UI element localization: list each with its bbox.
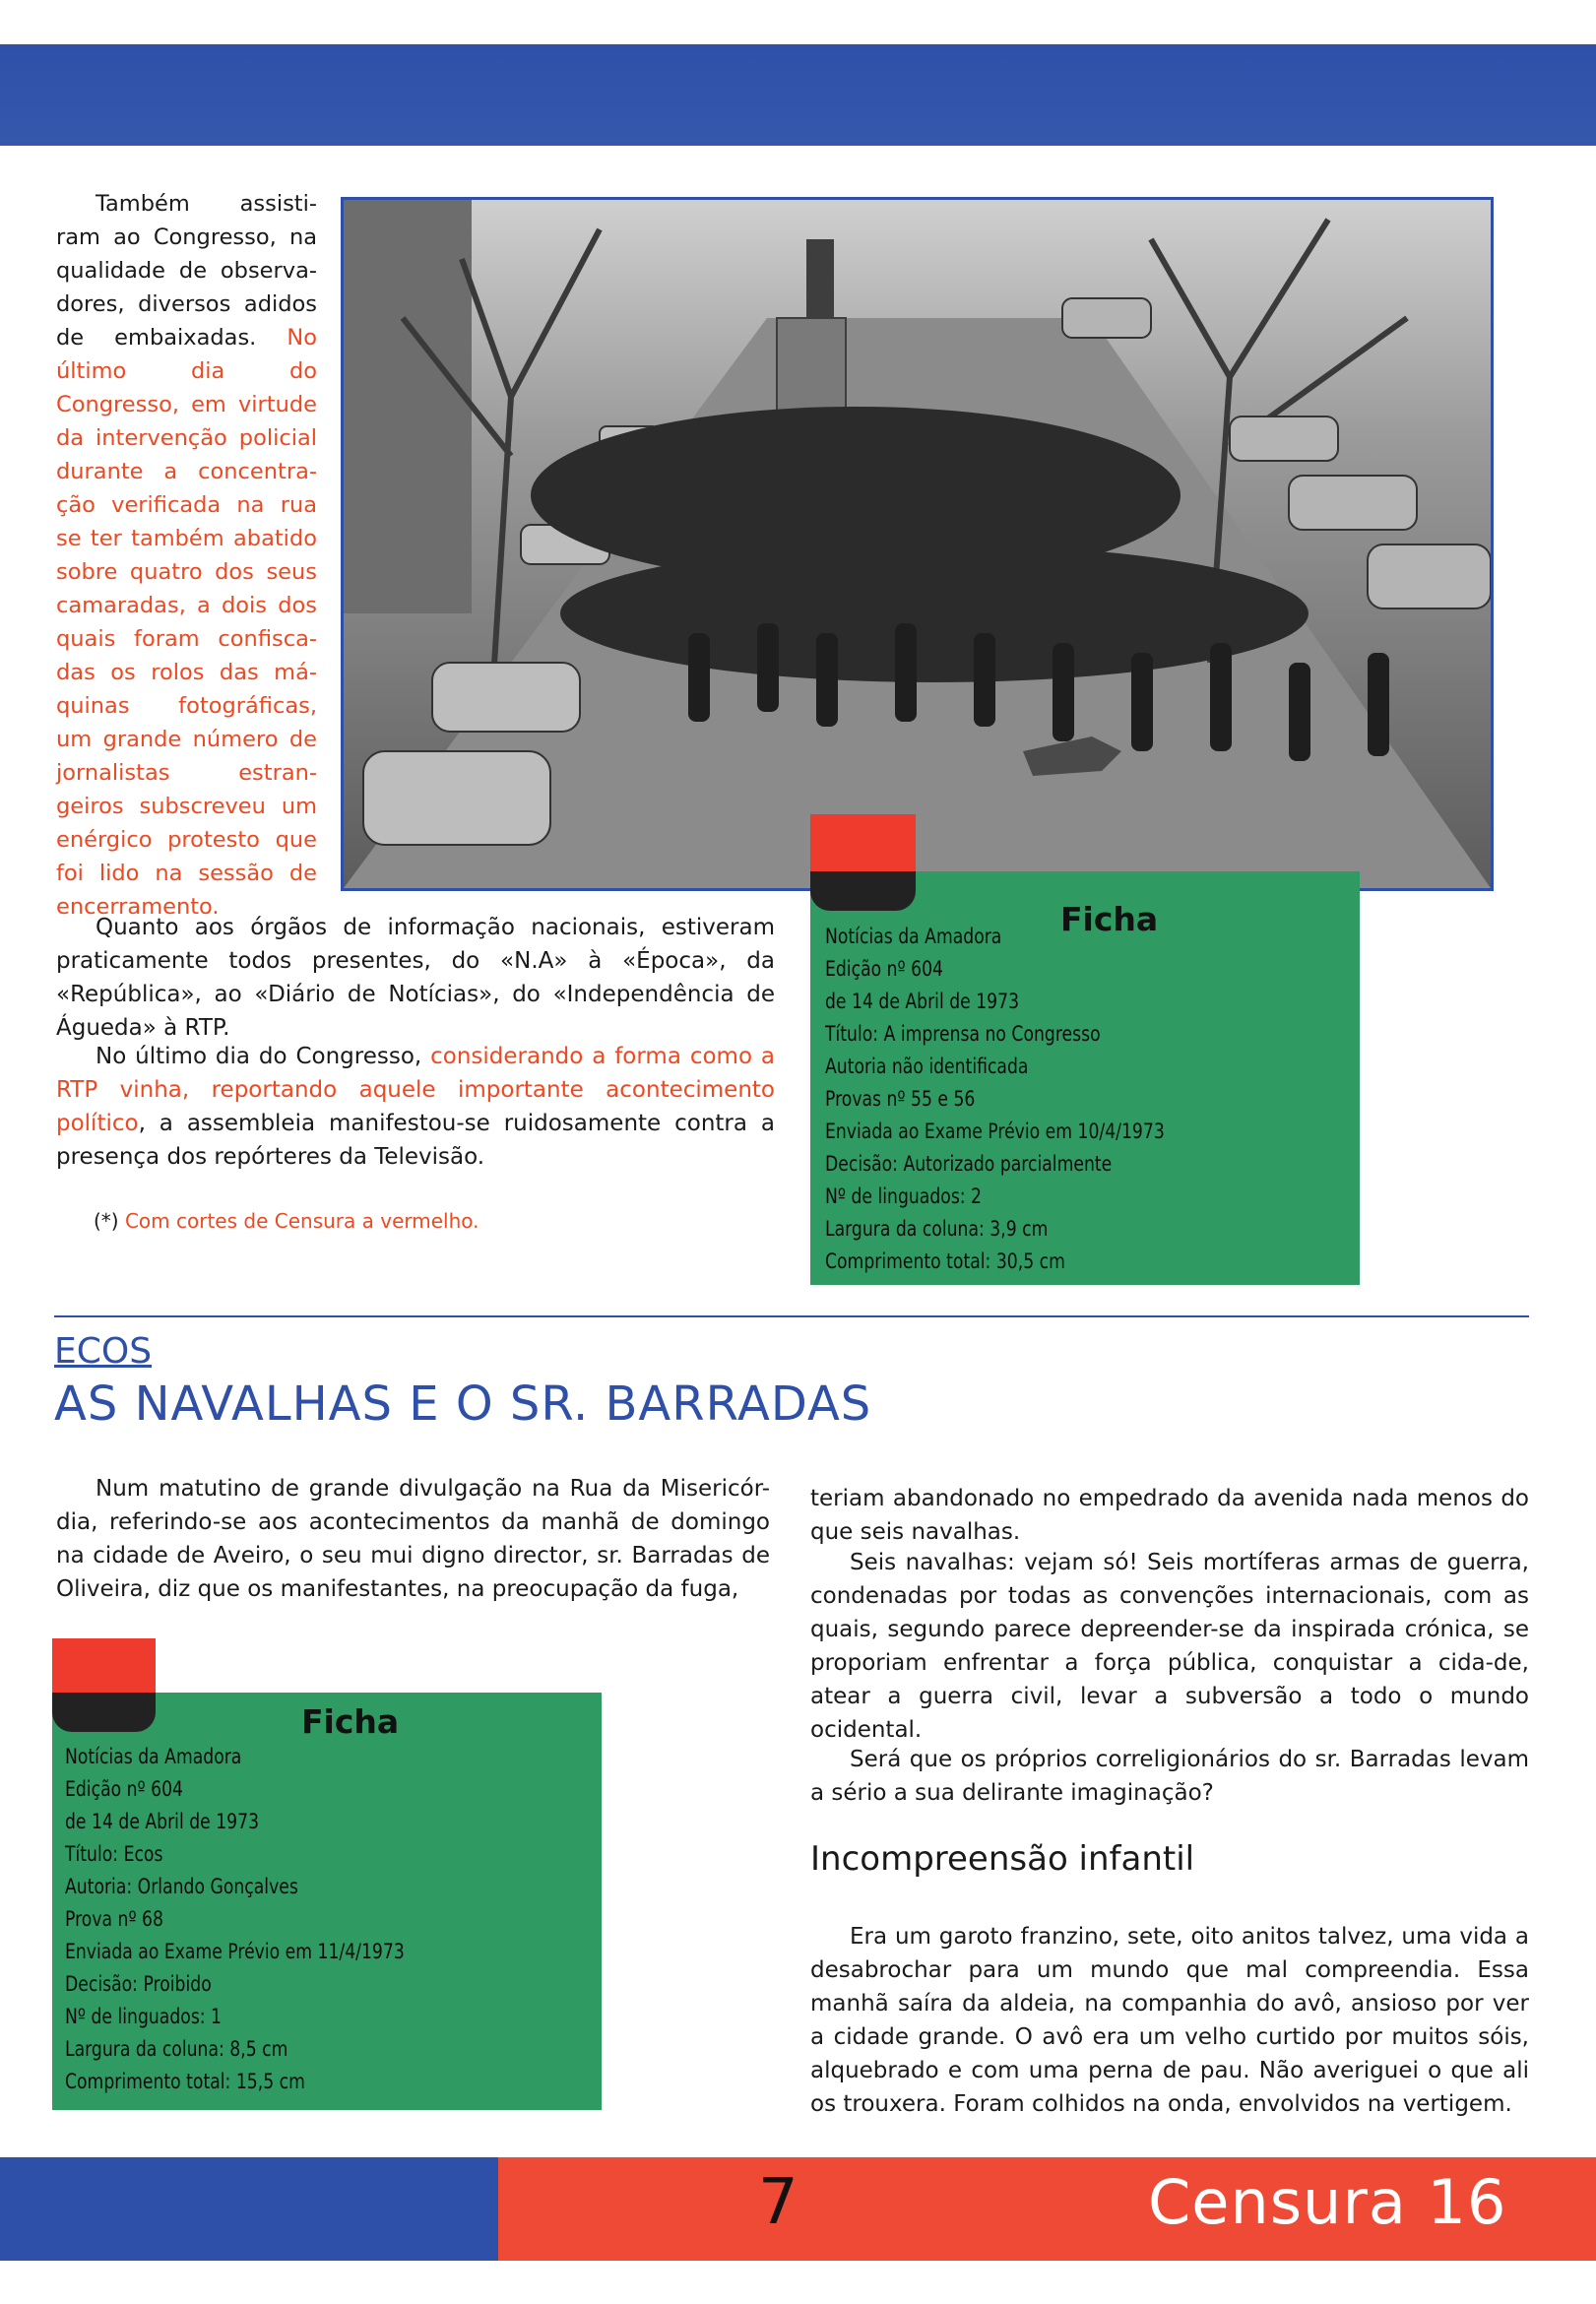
footer-blue-band (0, 2157, 498, 2261)
ficha-line: Nº de linguados: 1 (65, 2005, 223, 2028)
top-header-band (0, 44, 1596, 146)
ficha-title: Ficha (1060, 900, 1159, 938)
rtp-after-text: , a assembleia manifestou-se ruidosamente contra a presença dos repórteres da Televisão. (56, 1111, 775, 1170)
ficha-line: Título: Ecos (65, 1842, 163, 1866)
ficha-line: Prova nº 68 (65, 1907, 163, 1931)
paragraph-rtp (56, 1040, 775, 1174)
ficha-details (825, 921, 1165, 1278)
ficha-line: Decisão: Proibido (65, 1972, 212, 1996)
note-text: Com cortes de Censura a vermelho. (124, 1209, 479, 1233)
ficha-line: Decisão: Autorizado parcialmente (825, 1152, 1113, 1176)
note-marker: (*) (94, 1209, 119, 1233)
ficha-line: de 14 de Abril de 1973 (65, 1810, 260, 1833)
page-number: 7 (758, 2166, 798, 2239)
ficha-tab-red (810, 814, 916, 871)
ficha-line: Largura da coluna: 3,9 cm (825, 1217, 1049, 1241)
censorship-note (94, 1204, 479, 1238)
section-headline: AS NAVALHAS E O SR. BARRADAS (54, 1376, 872, 1432)
ecos-right-paragraph-1: teriam abandonado no empedrado da avenida nada menos do que seis navalhas. (810, 1486, 1529, 1545)
ficha-line: Provas nº 55 e 56 (825, 1087, 976, 1111)
ficha-line: Comprimento total: 30,5 cm (825, 1249, 1065, 1273)
ecos-right-paragraph-4: Era um garoto franzino, sete, oito anitos talvez, uma vida a desabrochar para um mundo que mal compreendia. Essa manhã saíra da aldeia, na companhia do avô, ansioso por ver a cidade grande. O avô era um velho curtido por muitos sóis, alquebrado e com uma perna de pau. Não averiguei o que ali os trouxera. Foram colhidos na onda, envolvidos na vertigem. (810, 1924, 1529, 2117)
intro-black-text: Também assisti-ram ao Congresso, na qualidade de observa-dores, diversos adidos de embaixadas. (56, 191, 317, 351)
riot-police-photo (341, 197, 1494, 891)
ficha-details (65, 1741, 405, 2098)
section-kicker: ECOS (54, 1331, 153, 1372)
ficha-line: de 14 de Abril de 1973 (825, 990, 1020, 1013)
ficha-tab-dark (52, 1693, 156, 1732)
ficha-card-1 (810, 871, 1360, 1285)
ficha-line: Autoria: Orlando Gonçalves (65, 1875, 298, 1898)
ficha-title: Ficha (301, 1702, 400, 1741)
ficha-line: Enviada ao Exame Prévio em 10/4/1973 (825, 1120, 1165, 1143)
ecos-right-paragraph-2: Seis navalhas: vejam só! Seis mortíferas armas de guerra, condenadas por todas as convenções internacionais, com as quais, segundo parece depreender-se da inspirada crónica, se proporiam enfrentar a força pública, conquistar a cida-de, atear a guerra civil, levar a subversão a todo o mundo ocidental. (810, 1550, 1529, 1743)
section-divider (54, 1315, 1529, 1317)
magazine-title: Censura 16 (1148, 2166, 1507, 2238)
ficha-line: Título: A imprensa no Congresso (825, 1022, 1101, 1046)
ficha-tab-red (52, 1638, 156, 1693)
ficha-line: Notícias da Amadora (65, 1745, 242, 1768)
ficha-line: Autoria não identificada (825, 1055, 1029, 1078)
censored-text: No último dia do Congresso, em virtude da intervenção policial durante a concentra-ção verificada na rua se ter também abatido sobre quatro dos seus camaradas, a dois dos quais foram confisca-das os rolos das má-quinas fotográficas, um grande número de jornalistas estran-geiros subscreveu um enérgico protesto que foi lido na sessão de encerramento. (56, 325, 317, 920)
intro-paragraph (56, 187, 317, 924)
ficha-line: Edição nº 604 (825, 957, 944, 981)
ficha-line: Largura da coluna: 8,5 cm (65, 2037, 288, 2061)
ficha-card-2 (52, 1693, 602, 2110)
subheading: Incompreensão infantil (810, 1839, 1195, 1879)
ficha-line: Edição nº 604 (65, 1777, 184, 1801)
ficha-line: Nº de linguados: 2 (825, 1184, 983, 1208)
paragraph-orgaos: Quanto aos órgãos de informação nacionais, estiveram praticamente todos presentes, do «N.A» à «Época», da «República», ao «Diário de Notícias», do «Independência de Águeda» à RTP. (56, 915, 775, 1041)
ecos-left-paragraph: Num matutino de grande divulgação na Rua da Misericór-dia, referindo-se aos acontecimentos da manhã de domingo na cidade de Aveiro, o seu mui digno director, sr. Barradas de Oliveira, diz que os manifestantes, na preocupação da fuga, (56, 1476, 770, 1602)
ecos-right-paragraph-3: Será que os próprios correligionários do sr. Barradas levam a sério a sua delirante imaginação? (810, 1747, 1529, 1806)
ficha-line: Notícias da Amadora (825, 925, 1002, 948)
ficha-line: Enviada ao Exame Prévio em 11/4/1973 (65, 1940, 405, 1963)
ficha-line: Comprimento total: 15,5 cm (65, 2070, 305, 2093)
rtp-before-text: No último dia do Congresso, (96, 1044, 431, 1069)
ficha-tab-dark (810, 871, 916, 911)
rtp-censored-text: considerando a forma como a RTP vinha, reportando aquele importante acontecimento político (56, 1044, 775, 1136)
photo-illustration (344, 200, 1491, 888)
